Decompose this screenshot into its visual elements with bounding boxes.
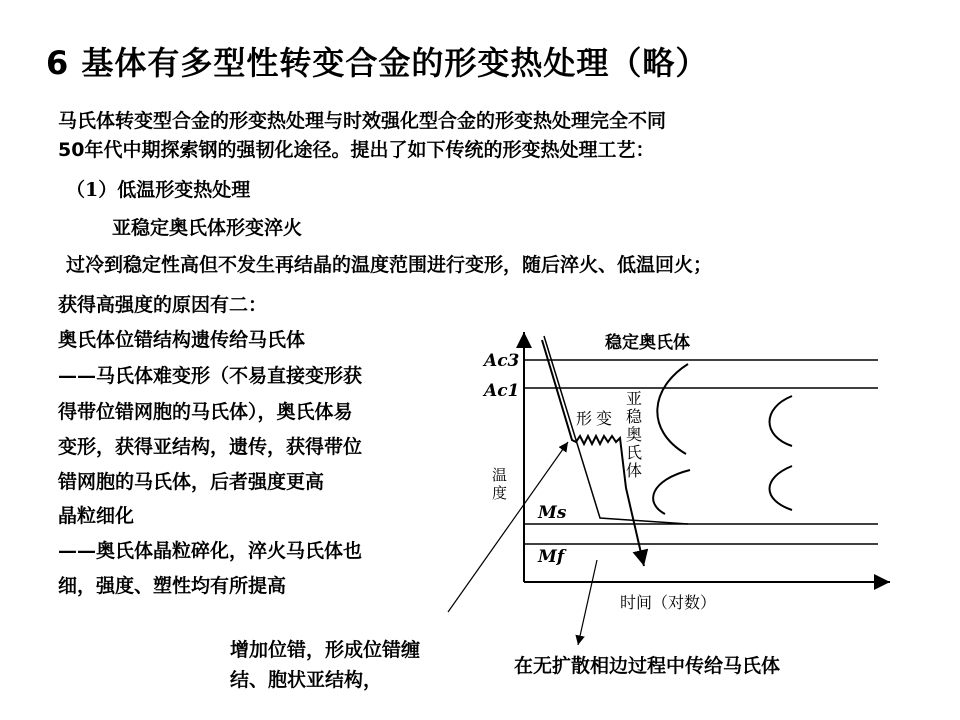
reason-2-title: 晶粒细化 (58, 505, 135, 527)
y-axis-label-2: 度 (492, 484, 508, 502)
deformation-diagram (480, 318, 900, 618)
intro-line-2: 50年代中期探索钢的强韧化途径。提出了如下传统的形变热处理工艺： (58, 139, 655, 161)
label-stable-austenite: 稳定奥氏体 (605, 333, 690, 353)
label-metastable-3: 奥 (626, 425, 643, 444)
quench-path (544, 336, 688, 524)
label-metastable-2: 稳 (626, 407, 643, 426)
process-description: 过冷到稳定性高但不发生再结晶的温度范围进行变形，随后淬火、低温回火； (66, 254, 713, 276)
label-ac1: Ac1 (484, 381, 520, 401)
reason-1-line-2: 得带位错网胞的马氏体），奥氏体易 (58, 401, 353, 423)
reason-1-title: 奥氏体位错结构遗传给马氏体 (58, 329, 306, 351)
label-ac3: Ac3 (484, 351, 520, 371)
reason-1-line-4: 错网胞的马氏体，后者强度更高 (58, 471, 325, 493)
y-axis-label-1: 温 (492, 466, 508, 484)
c-curve-lower (653, 470, 690, 514)
sub-heading: 亚稳定奥氏体形变淬火 (112, 217, 303, 239)
reason-2-line-2: 细，强度、塑性均有所提高 (58, 575, 287, 597)
c-curve-upper (657, 364, 688, 454)
x-axis-label: 时间（对数） (620, 593, 717, 612)
annotation-left-line-2: 结、胞状亚结构， (230, 669, 383, 691)
reason-2-line-1: ——奥氏体晶粒碎化，淬火马氏体也 (58, 540, 363, 562)
annotation-right: 在无扩散相边过程中传给马氏体 (514, 655, 781, 677)
intro-line-1: 马氏体转变型合金的形变热处理与时效强化型合金的形变热处理完全不同 (58, 110, 667, 132)
label-metastable-5: 体 (626, 461, 643, 480)
slide-title: 6 基体有多型性转变合金的形变热处理（略） (46, 44, 709, 82)
label-metastable-4: 氏 (626, 443, 643, 462)
section-heading: （1）低温形变热处理 (66, 179, 251, 201)
label-deform-1: 形 (576, 409, 593, 428)
reason-1-line-3: 变形，获得亚结构，遗传，获得带位 (58, 436, 363, 458)
c-curve-2-lower (770, 466, 793, 510)
c-curve-2-upper (770, 396, 793, 446)
label-ms: Ms (538, 503, 567, 523)
label-deform-2: 变 (596, 409, 613, 428)
reason-1-line-1: ——马氏体难变形（不易直接变形获 (58, 365, 363, 387)
label-mf: Mf (538, 547, 565, 567)
label-metastable-1: 亚 (626, 389, 643, 408)
annotation-left-line-1: 增加位错，形成位错缠 (230, 639, 421, 661)
reasons-heading: 获得高强度的原因有二： (58, 294, 268, 316)
